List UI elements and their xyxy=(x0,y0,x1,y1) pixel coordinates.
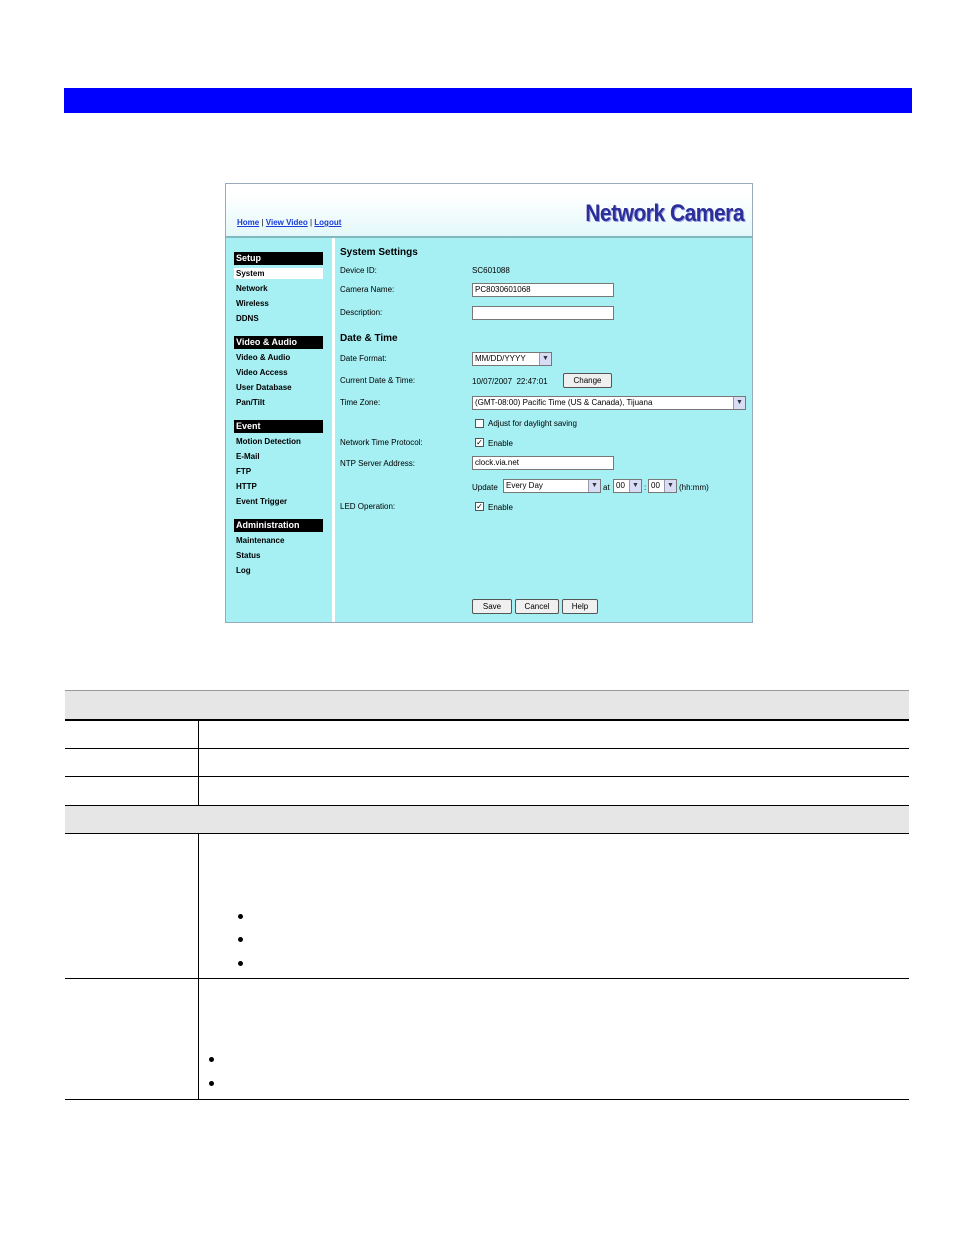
hhmm-label: (hh:mm) xyxy=(679,483,709,492)
update-label: Update xyxy=(472,483,498,492)
list-bullet xyxy=(238,914,243,919)
sidebar-section-event: Event xyxy=(234,420,323,433)
current-date-time-label: Current Date & Time: xyxy=(340,376,416,385)
update-frequency-value: Every Day xyxy=(506,481,543,490)
sidebar-item-wireless[interactable]: Wireless xyxy=(236,299,269,308)
table-rule xyxy=(65,748,909,749)
table-column-divider xyxy=(198,834,199,1099)
list-bullet xyxy=(238,961,243,966)
colon-separator: : xyxy=(644,483,647,492)
description-label: Description: xyxy=(340,308,383,317)
led-enable-label: Enable xyxy=(488,503,513,512)
sidebar-item-video-access[interactable]: Video Access xyxy=(236,368,288,377)
sidebar xyxy=(226,238,335,622)
table-rule xyxy=(65,805,909,806)
view-video-link[interactable]: View Video xyxy=(265,218,308,227)
update-frequency-select[interactable] xyxy=(503,479,601,493)
list-bullet xyxy=(209,1057,214,1062)
description-input[interactable] xyxy=(472,306,614,320)
camera-name-label: Camera Name: xyxy=(340,285,395,294)
table-rule xyxy=(65,978,909,979)
sidebar-section-video-audio: Video & Audio xyxy=(234,336,323,349)
sidebar-item-ddns[interactable]: DDNS xyxy=(236,314,259,323)
sidebar-item-video-audio[interactable]: Video & Audio xyxy=(236,353,291,362)
current-date-time-value: 10/07/2007 22:47:01 xyxy=(472,377,548,386)
table-column-divider xyxy=(198,720,199,805)
sidebar-item-http[interactable]: HTTP xyxy=(236,482,257,491)
minute-select[interactable] xyxy=(648,479,677,493)
ntp-server-input[interactable]: clock.via.net xyxy=(472,456,614,470)
sidebar-item-user-database[interactable]: User Database xyxy=(236,383,292,392)
date-format-value: MM/DD/YYYY xyxy=(475,354,526,363)
sidebar-section-setup: Setup xyxy=(234,252,323,265)
ntp-enable-checkbox[interactable]: ✓ xyxy=(476,438,483,447)
daylight-saving-checkbox[interactable] xyxy=(475,419,484,428)
network-camera-logo: Network Camera xyxy=(585,200,744,227)
camera-name-input[interactable]: PC8030601068 xyxy=(472,283,614,297)
ntp-server-label: NTP Server Address: xyxy=(340,459,415,468)
list-bullet xyxy=(238,937,243,942)
ntp-enable-label: Enable xyxy=(488,439,513,448)
at-label: at xyxy=(603,483,610,492)
chevron-down-icon: ▼ xyxy=(733,397,745,409)
table-bottom-rule xyxy=(65,1099,909,1100)
table-section-header-2 xyxy=(65,805,909,833)
minute-value: 00 xyxy=(651,481,660,490)
chevron-down-icon: ▼ xyxy=(664,480,676,492)
sidebar-item-log[interactable]: Log xyxy=(236,566,251,575)
sidebar-item-pan-tilt[interactable]: Pan/Tilt xyxy=(236,398,265,407)
header-links xyxy=(237,218,341,227)
table-top-rule xyxy=(65,690,909,691)
device-id-label: Device ID: xyxy=(340,266,377,275)
separator: | xyxy=(261,218,264,227)
hour-select[interactable] xyxy=(613,479,642,493)
save-button[interactable]: Save xyxy=(472,599,512,614)
date-format-label: Date Format: xyxy=(340,354,387,363)
led-enable-checkbox[interactable]: ✓ xyxy=(476,502,483,511)
chevron-down-icon: ▼ xyxy=(588,480,600,492)
chevron-down-icon: ▼ xyxy=(629,480,641,492)
sidebar-item-system[interactable]: System xyxy=(234,268,323,279)
cancel-button[interactable]: Cancel xyxy=(515,599,559,614)
sidebar-item-motion-detection[interactable]: Motion Detection xyxy=(236,437,301,446)
table-rule xyxy=(65,833,909,834)
home-link[interactable]: Home xyxy=(237,218,260,227)
sidebar-item-email[interactable]: E-Mail xyxy=(236,452,260,461)
chevron-down-icon: ▼ xyxy=(539,353,551,365)
sidebar-item-maintenance[interactable]: Maintenance xyxy=(236,536,285,545)
daylight-saving-label: Adjust for daylight saving xyxy=(488,419,577,428)
date-format-select[interactable] xyxy=(472,352,552,366)
sidebar-item-status[interactable]: Status xyxy=(236,551,261,560)
screenshot-window xyxy=(225,183,753,623)
ntp-label: Network Time Protocol: xyxy=(340,438,423,447)
time-zone-select[interactable] xyxy=(472,396,746,410)
change-button[interactable]: Change xyxy=(563,373,612,388)
separator: | xyxy=(309,218,313,227)
settings-panel xyxy=(336,238,752,622)
system-settings-heading: System Settings xyxy=(340,247,418,258)
list-bullet xyxy=(209,1081,214,1086)
time-zone-value: (GMT-08:00) Pacific Time (US & Canada), Tijuana xyxy=(475,398,653,407)
date-time-heading: Date & Time xyxy=(340,333,398,344)
sidebar-section-administration: Administration xyxy=(234,519,323,532)
led-operation-label: LED Operation: xyxy=(340,502,396,511)
time-zone-label: Time Zone: xyxy=(340,398,381,407)
sidebar-item-event-trigger[interactable]: Event Trigger xyxy=(236,497,288,506)
table-rule xyxy=(65,776,909,777)
table-section-header-1 xyxy=(65,691,909,719)
hour-value: 00 xyxy=(616,481,625,490)
table-rule xyxy=(65,719,909,721)
help-button[interactable]: Help xyxy=(562,599,598,614)
section-title-bar xyxy=(64,88,912,113)
sidebar-item-ftp[interactable]: FTP xyxy=(236,467,252,476)
page-header xyxy=(226,184,752,238)
logout-link[interactable]: Logout xyxy=(314,218,342,227)
device-id-value: SC601088 xyxy=(472,266,510,275)
sidebar-item-network[interactable]: Network xyxy=(236,284,268,293)
